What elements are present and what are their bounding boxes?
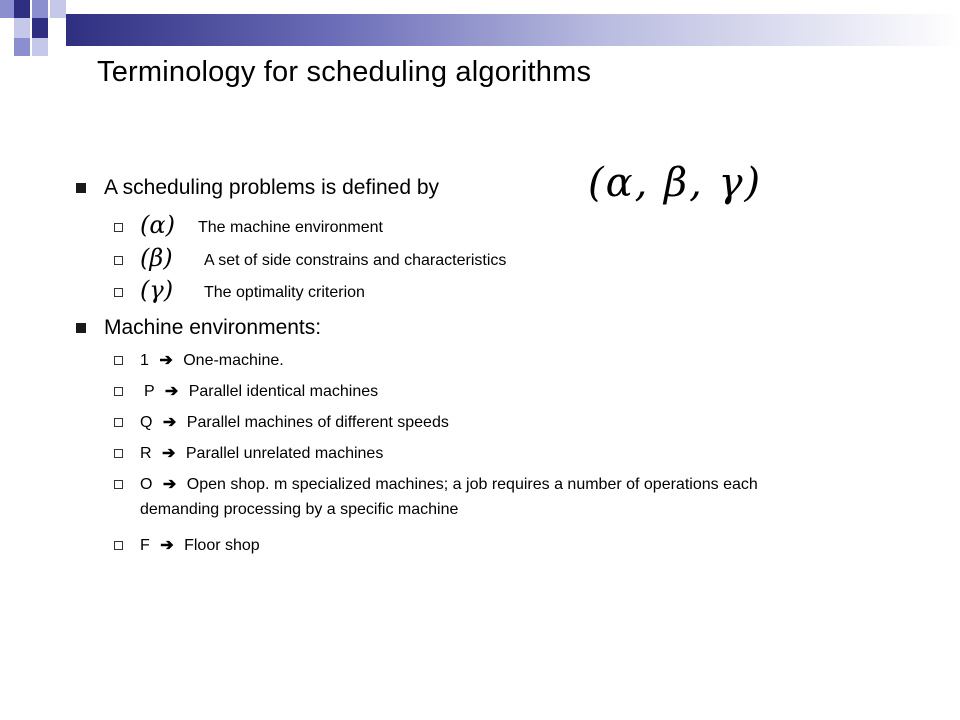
machine-key: F (140, 537, 150, 554)
checkbox-bullet-icon (114, 356, 123, 365)
checkbox-bullet-icon (114, 418, 123, 427)
checkbox-bullet-icon (114, 541, 123, 550)
checkbox-bullet-icon (114, 256, 123, 265)
checkbox-bullet-icon (114, 387, 123, 396)
machine-key: P (144, 383, 155, 400)
machine-description: Open shop. m specialized machines; a job requires a number of operations each demanding processing by a specific machine (140, 476, 758, 518)
math-beta: (β) (140, 244, 173, 272)
right-arrow-icon: ➔ (160, 537, 174, 554)
machine-item-Q (114, 410, 830, 435)
decor-square (32, 0, 48, 18)
machine-item-R (114, 441, 830, 466)
decor-square (14, 18, 30, 38)
machine-description: One-machine. (183, 352, 284, 369)
math-gamma: (γ) (140, 276, 174, 304)
machine-key: 1 (140, 352, 149, 369)
decor-square (14, 0, 30, 18)
checkbox-bullet-icon (114, 223, 123, 232)
subitem-text: The optimality criterion (204, 284, 365, 301)
decor-square (0, 0, 14, 18)
machine-description: Parallel unrelated machines (185, 445, 384, 462)
machine-item-P (114, 379, 834, 404)
checkbox-bullet-icon (114, 480, 123, 489)
machine-key: Q (140, 414, 153, 431)
machine-item-F (114, 533, 830, 558)
right-arrow-icon: ➔ (164, 383, 179, 400)
bullet-text: Machine environments: (104, 316, 322, 339)
machine-key: R (140, 445, 152, 462)
decor-square (14, 38, 30, 56)
right-arrow-icon: ➔ (162, 476, 177, 493)
machine-item-O (114, 472, 830, 522)
bullet-text: A scheduling problems is defined by (104, 176, 440, 199)
machine-item-1 (114, 348, 830, 373)
square-bullet-icon (76, 323, 86, 333)
math-tuple: (α, β, γ) (588, 160, 763, 206)
machine-key: O (140, 476, 153, 493)
subitem-alpha (114, 211, 383, 240)
decor-square (50, 0, 66, 18)
subitem-text: The machine environment (198, 219, 383, 236)
square-bullet-icon (76, 183, 86, 193)
math-alpha: (α) (140, 211, 175, 239)
title-gradient-bar (66, 14, 960, 46)
subitem-beta (114, 244, 507, 273)
machine-description: Floor shop (184, 537, 260, 554)
bullet-definition (76, 176, 439, 200)
right-arrow-icon: ➔ (162, 414, 177, 431)
machine-description: Parallel identical machines (188, 383, 379, 400)
checkbox-bullet-icon (114, 288, 123, 297)
right-arrow-icon: ➔ (162, 445, 176, 462)
right-arrow-icon: ➔ (159, 352, 173, 369)
machine-description: Parallel machines of different speeds (186, 414, 449, 431)
slide-title: Terminology for scheduling algorithms (97, 56, 592, 88)
subitem-gamma (114, 276, 365, 305)
checkbox-bullet-icon (114, 449, 123, 458)
decor-square (32, 38, 48, 56)
decor-square (32, 18, 48, 38)
subitem-text: A set of side constrains and characteristics (204, 252, 507, 269)
bullet-machine-environments (76, 316, 321, 340)
